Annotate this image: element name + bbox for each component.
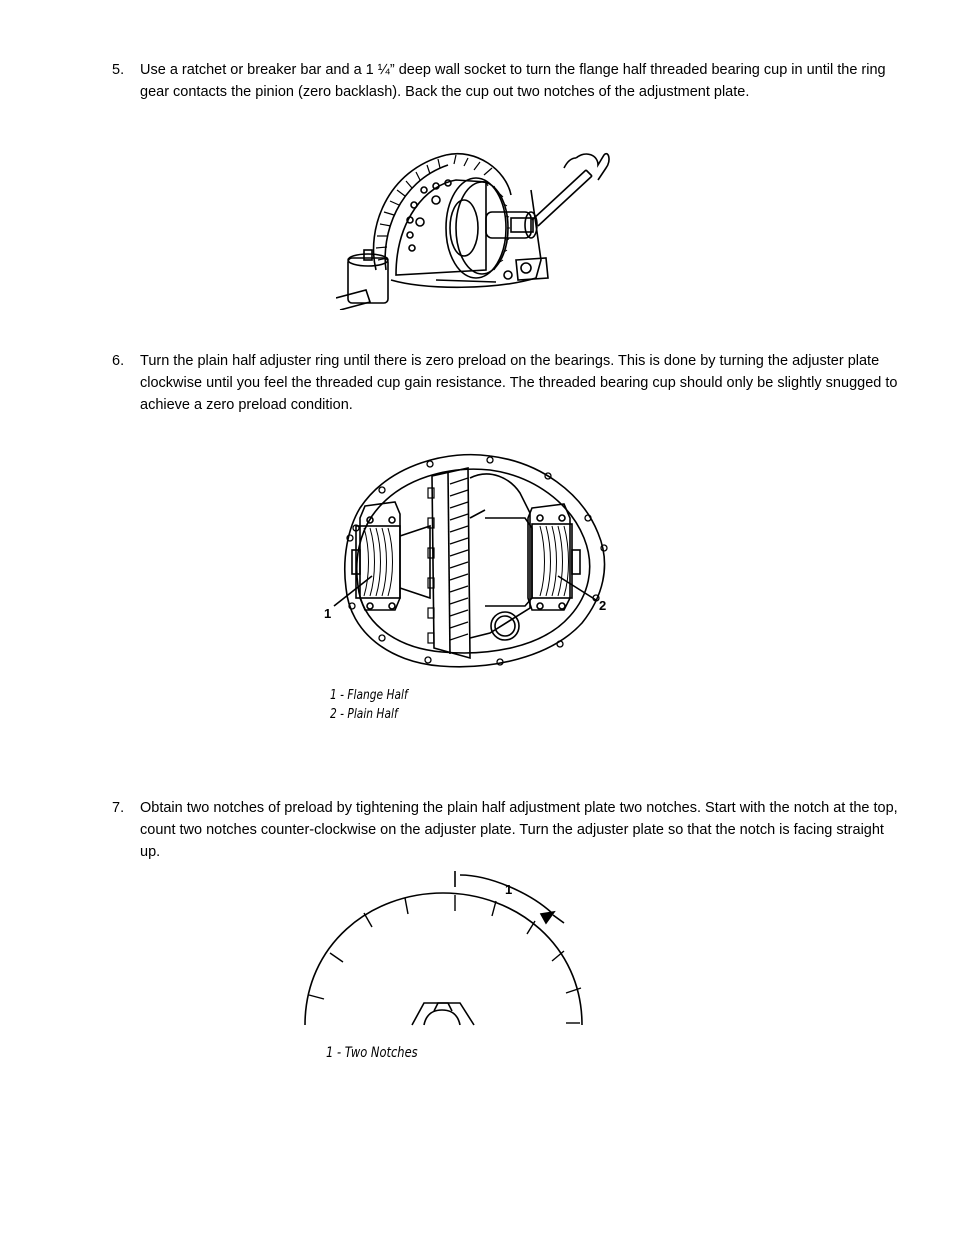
- step-text: Turn the plain half adjuster ring until there is zero preload on the bearings. This is done by turning the adjuster plate clockwise until you feel the threaded cup gain resistance. The threaded bearing cup should only be slightly snugged to achieve a zero preload condition.: [140, 353, 898, 413]
- callout-2: 2: [599, 598, 607, 613]
- ratchet-socket-illustration: [336, 150, 616, 310]
- differential-housing-diagram: [320, 448, 610, 678]
- step-text: Obtain two notches of preload by tightening the plain half adjustment plate two notches. Start with the notch at the top, count two notches counter-clockwise on the adjuster plate. Turn the adjuster plate so that the notch is facing straight up.: [140, 800, 898, 860]
- step-number: 5.: [112, 62, 125, 78]
- legend-item: 2 - Plain Half: [330, 707, 398, 722]
- adjuster-plate-diagram: [300, 865, 590, 1030]
- step-number: 7.: [112, 800, 125, 816]
- step-text: Use a ratchet or breaker bar and a 1 ¼” deep wall socket to turn the flange half threaded bearing cup in until the ring gear contacts the pinion (zero backlash). Back the cup out two notches of the adjustment plate.: [140, 62, 886, 100]
- callout-1: 1: [505, 882, 513, 897]
- legend-item: 1 - Flange Half: [330, 688, 408, 703]
- callout-1: 1: [324, 606, 332, 621]
- figure-2-legend: [330, 686, 408, 724]
- legend-item: 1 - Two Notches: [326, 1045, 418, 1061]
- figure-3-legend: [326, 1044, 418, 1063]
- step-number: 6.: [112, 353, 125, 369]
